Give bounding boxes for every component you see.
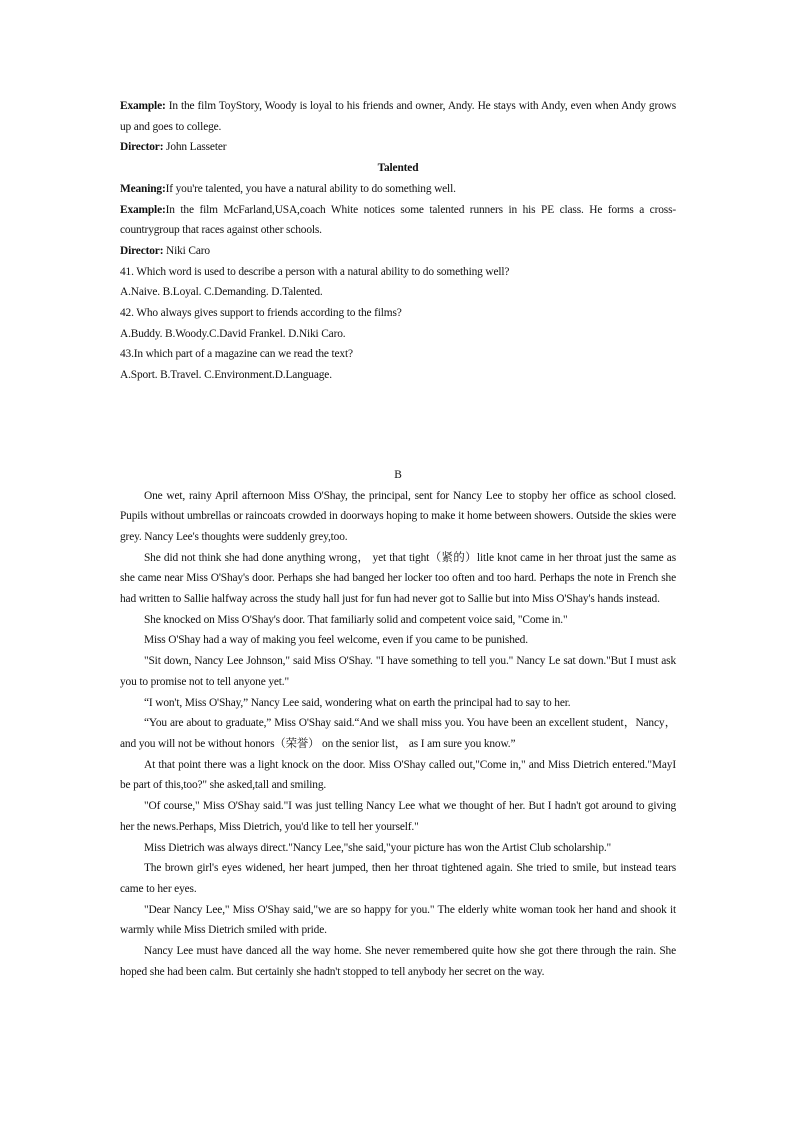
story-paragraph: One wet, rainy April afternoon Miss O'Shay, the principal, sent for Nancy Lee to stopby her office as school closed. Pupils without umbrellas or raincoats crowded in doorways hoping to make it home between showers. Outside the skies were grey. Nancy Lee's thoughts were suddenly grey,too. — [120, 489, 676, 543]
talented-meaning — [120, 179, 676, 200]
director-text: Niki Caro — [163, 244, 210, 257]
example-text: In the film ToyStory, Woody is loyal to his friends and owner, Andy. He stays with Andy, even when Andy grows up and goes to college. — [120, 100, 676, 133]
question-43: 43.In which part of a magazine can we read the text? — [120, 348, 353, 361]
story-paragraph: The brown girl's eyes widened, her heart jumped, then her throat tightened again. She tried to smile, but instead tears came to her eyes. — [120, 862, 676, 895]
director-text: John Lasseter — [163, 141, 227, 154]
question-42: 42. Who always gives support to friends according to the films? — [120, 307, 402, 320]
meaning-label: Meaning: — [120, 182, 166, 195]
story-paragraph: Miss Dietrich was always direct."Nancy Lee,"she said,"your picture has won the Artist Club scholarship." — [144, 841, 612, 854]
story-paragraph: "Dear Nancy Lee," Miss O'Shay said,"we are so happy for you." The elderly white woman took her hand and shook it warmly while Miss Dietrich smiled with pride. — [120, 903, 676, 937]
question-43-options: A.Sport. B.Travel. C.Environment.D.Language. — [120, 369, 332, 382]
story-paragraph: "Sit down, Nancy Lee Johnson," said Miss O'Shay. "I have something to tell you." Nancy Le sat down."But I must ask you to promise not to tell anyone yet." — [120, 655, 676, 688]
section-spacer — [120, 386, 676, 465]
question-42-options: A.Buddy. B.Woody.C.David Frankel. D.Niki Caro. — [120, 327, 346, 340]
director-label: Director: — [120, 141, 164, 154]
story-paragraph: She knocked on Miss O'Shay's door. That familiarly solid and competent voice said, "Come in." — [144, 613, 568, 626]
example-label: Example: — [120, 203, 166, 216]
question-41-options: A.Naive. B.Loyal. C.Demanding. D.Talented. — [120, 286, 323, 299]
story-paragraph: "Of course," Miss O'Shay said."I was just telling Nancy Lee what we thought of her. But I hadn't got around to giving her the news.Perhaps, Miss Dietrich, you'd like to tell her yourself." — [120, 800, 676, 833]
story-paragraph: Nancy Lee must have danced all the way home. She never remembered quite how she got there through the rain. She hoped she had been calm. But certainly she hadn't stopped to tell anybody her secret on the way. — [120, 945, 676, 978]
story-paragraph: “You are about to graduate,” Miss O'Shay said.“And we shall miss you. You have been an excellent student，Nancy， and you will not be without honors（荣誉） on the senior list， as I am sure you know.” — [120, 717, 676, 750]
woody-example — [120, 96, 676, 137]
woody-director — [120, 137, 676, 158]
section-heading-b: B — [394, 468, 402, 481]
question-41: 41. Which word is used to describe a person with a natural ability to do something well? — [120, 265, 510, 278]
document-page — [120, 96, 676, 982]
section-heading-talented: Talented — [377, 162, 419, 175]
story-paragraph: Miss O'Shay had a way of making you feel welcome, even if you came to be punished. — [144, 634, 528, 647]
talented-director — [120, 241, 676, 262]
example-label: Example: — [120, 100, 166, 112]
story-paragraph: “I won't, Miss O'Shay,” Nancy Lee said, wondering what on earth the principal had to say to her. — [144, 696, 571, 709]
story-paragraph: She did not think she had done anything wrong， yet that tight（紧的）litle knot came in her throat just the same as she came near Miss O'Shay's door. Perhaps she had banged her locker too often and too hard. Perhaps the note in French she had written to Sallie halfway across the study hall just for fun had never got to Sallie but into Miss O'Shay's hands instead. — [120, 551, 676, 606]
talented-example — [120, 200, 676, 241]
story-paragraph: At that point there was a light knock on the door. Miss O'Shay called out,"Come in," and Miss Dietrich entered."MayI be part of this,too?" she asked,tall and smiling. — [120, 758, 676, 792]
example-text: In the film McFarland,USA,coach White notices some talented runners in his PE class. He forms a cross-countrygroup that races against other schools. — [120, 203, 676, 237]
meaning-text: If you're talented, you have a natural ability to do something well. — [165, 182, 456, 195]
director-label: Director: — [120, 244, 164, 257]
